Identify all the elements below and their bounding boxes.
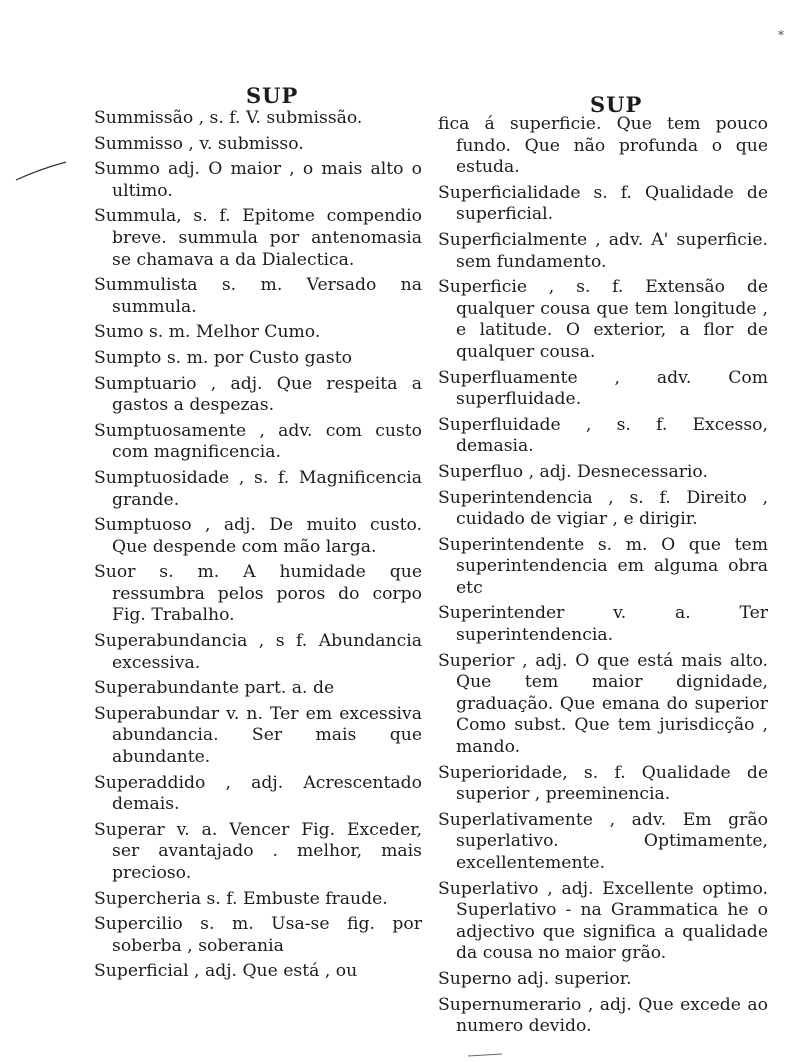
dictionary-entry: Summula, s. f. Epitome compendio breve. summula por antenomasia se chamava a da Dialectica. xyxy=(94,206,422,270)
dictionary-entry: Superficialidade s. f. Qualidade de superficial. xyxy=(438,182,768,225)
right-column-header: SUP xyxy=(590,92,643,117)
dictionary-entry: Superabundar v. n. Ter em excessiva abundancia. Ser mais que abundante. xyxy=(94,703,422,768)
dictionary-entry: Summo adj. O maior , o mais alto o ultimo. xyxy=(94,159,422,201)
dictionary-entry: Sumpto s. m. por Custo gasto xyxy=(94,347,352,368)
dictionary-entry: Sumo s. m. Melhor Cumo. xyxy=(94,322,321,343)
corner-mark: * xyxy=(778,28,784,42)
dictionary-entry: Superlativo , adj. Excellente optimo. Superlativo - na Grammatica he o adjectivo que significa a qualidade da cousa no maior grão. xyxy=(438,878,768,964)
dictionary-entry: Superfluidade , s. f. Excesso, demasia. xyxy=(438,414,768,457)
dictionary-entry: Supercilio s. m. Usa-se fig. por soberba , soberania xyxy=(94,914,422,956)
dictionary-entry: Supernumerario , adj. Que excede ao numero devido. xyxy=(438,994,768,1037)
right-column xyxy=(438,114,768,1042)
dictionary-entry: Superaddido , adj. Acrescentado demais. xyxy=(94,772,422,815)
dictionary-entry: Superfluo , adj. Desnecessario. xyxy=(438,461,708,482)
dictionary-entry: Superfluamente , adv. Com superfluidade. xyxy=(438,367,768,410)
dictionary-entry: Summissão , s. f. V. submissão. xyxy=(94,108,363,128)
dictionary-entry: Sumptuario , adj. Que respeita a gastos a despezas. xyxy=(94,373,422,416)
dictionary-entry: Summisso , v. submisso. xyxy=(94,133,304,154)
bottom-stroke-mark xyxy=(466,1048,506,1062)
dictionary-entry: Superabundancia , s f. Abundancia excessiva. xyxy=(94,631,422,673)
dictionary-entry: Superior , adj. O que está mais alto. Que tem maior dignidade, graduação. Que emana do superior Como subst. Que tem jurisdicção , mando. xyxy=(438,650,768,758)
dictionary-entry: Sumptuoso , adj. De muito custo. Que despende com mão larga. xyxy=(94,515,422,557)
left-column xyxy=(94,108,422,987)
dictionary-entry: fica á superficie. Que tem pouco fundo. Que não profunda o que estuda. xyxy=(438,114,768,178)
dictionary-entry: Superficial , adj. Que está , ou xyxy=(94,961,358,982)
dictionary-entry: Sumptuosidade , s. f. Magnificencia grande. xyxy=(94,467,422,510)
dictionary-entry: Superintendencia , s. f. Direito , cuidado de vigiar , e dirigir. xyxy=(438,487,768,530)
dictionary-entry: Superintender v. a. Ter superintendencia. xyxy=(438,603,768,646)
dictionary-entry: Suor s. m. A humidade que ressumbra pelos poros do corpo Fig. Trabalho. xyxy=(94,562,422,626)
left-column-header: SUP xyxy=(246,83,299,108)
dictionary-entry: Superioridade, s. f. Qualidade de superior , preeminencia. xyxy=(438,762,768,805)
dictionary-entry: Superlativamente , adv. Em grão superlativo. Optimamente, excellentemente. xyxy=(438,809,768,873)
dictionary-entry: Superintendente s. m. O que tem superintendencia em alguma obra etc xyxy=(438,534,768,598)
dictionary-entry: Sumptuosamente , adv. com custo com magnificencia. xyxy=(94,420,422,463)
dictionary-entry: Superficie , s. f. Extensão de qualquer cousa que tem longitude , e latitude. O exterior, a flor de qualquer cousa. xyxy=(438,277,768,362)
margin-pen-stroke xyxy=(14,160,74,190)
dictionary-entry: Superficialmente , adv. A' superficie. sem fundamento. xyxy=(438,229,768,272)
dictionary-entry: Supercheria s. f. Embuste fraude. xyxy=(94,888,388,909)
dictionary-entry: Superno adj. superior. xyxy=(438,968,632,989)
dictionary-entry: Summulista s. m. Versado na summula. xyxy=(94,275,422,317)
dictionary-entry: Superabundante part. a. de xyxy=(94,678,335,699)
dictionary-entry: Superar v. a. Vencer Fig. Exceder, ser avantajado . melhor, mais precioso. xyxy=(94,819,422,883)
